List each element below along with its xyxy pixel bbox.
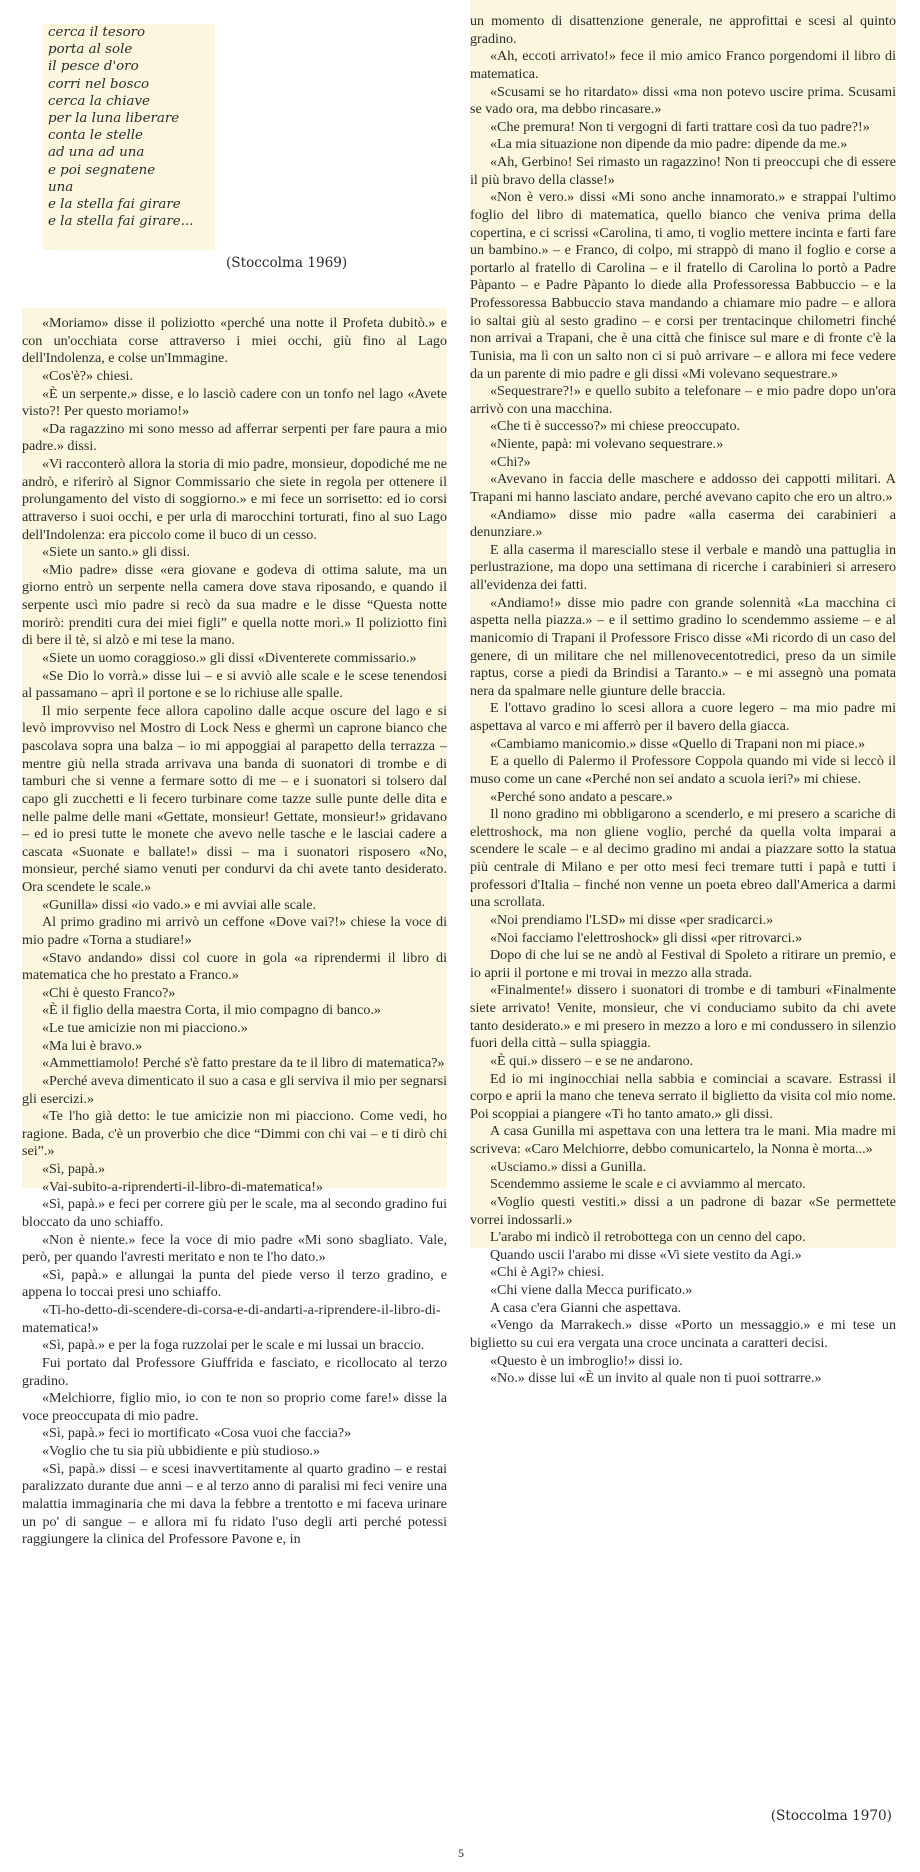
- paragraph: «Se Dio lo vorrà.» disse lui – e si avviò alle scale e le scese tenendosi al passamano – aprì il portone e se lo richiuse alle spalle.: [22, 667, 447, 702]
- paragraph: «Noi facciamo l'elettroshock» gli dissi «per ritrovarci.»: [490, 929, 803, 946]
- poem-line: e poi segnatene: [48, 162, 156, 178]
- paragraph: «Ma lui è bravo.»: [42, 1037, 143, 1054]
- paragraph: «Non è niente.» fece la voce di mio padre «Mi sono sbagliato. Vale, però, per quando l'avresti meritato e non te l'ho dato.»: [22, 1231, 447, 1266]
- poem-line: il pesce d'oro: [48, 59, 139, 75]
- left-column: [22, 0, 447, 1872]
- paragraph: «Sì, papà.» e per la foga ruzzolai per le scale e mi lussai un braccio.: [42, 1337, 425, 1354]
- paragraph: E l'ottavo gradino lo scesi allora a cuore legero – ma mio padre mi aspettava al varco e mi afferrò per il bavero della giacca.: [470, 700, 896, 734]
- paragraph: E a quello di Palermo il Professore Coppola quando mi vide si leccò il muso come un cane «Perché non sei andato a scuola ieri?» mi chiese.: [470, 753, 896, 787]
- paragraph: «Niente, papà: mi volevano sequestrare.»: [490, 436, 724, 452]
- paragraph: Quando uscii l'arabo mi disse «Vi siete vestito da Agi.»: [490, 1246, 802, 1263]
- paragraph: «Cos'è?» chiesi.: [42, 367, 133, 384]
- paragraph: «Sì, papà.» e feci per correre giù per le scale, ma al secondo gradino fui bloccato da uno schiaffo.: [22, 1196, 447, 1230]
- paragraph: «Non è vero.» dissi «Mi sono anche innamorato.» e strappai l'ultimo foglio del libro di matematica, quello bianco che veniva prima della copertina, e ci scrissi «Carolina, ti amo, ti voglio mettere incinta e farti fare un bambino.» – e Franco, di colpo, mi strappò di mano il foglio e corse a portarlo al fratello di Carolina – e il fratello di Carolina lo portò a Padre Pàpanto – e Padre Pàpanto lo diede alla Professoressa Babbuccio – e la Professoressa Babbuccio stava mandando a chiamare mio padre – e allora io saltai giù al sesto gradino – e corsi per trentacinque chilometri finché non arrivai a Trapani, che è una città che finisce sul mare e di fronte c'è la Tunisia, ma lì con un salto non ci si può arrivare – e allora mi fece vedere da un parente di mio padre e gli dissi «Mi volevano sequestrare.»: [470, 189, 896, 382]
- paragraph: «Andiamo!» disse mio padre con grande solennità «La macchina ci aspetta nella piazza.» – e il settimo gradino lo scendemmo assieme – e al manicomio di Trapani il Professore Frisco disse «Mi ricordo di un caso del genere, di un militare che nel millenovecentotredici, preso da un simile raptus, corse a piedi da Brindisi a Taranto.» – e mi assegnò una pomata nera da spalmare nelle giunture delle braccia.: [470, 594, 896, 699]
- paragraph: «Perché sono andato a pescare.»: [490, 788, 673, 805]
- paragraph: «Moriamo» disse il poliziotto «perché una notte il Profeta dubitò.» e con un'occhiata corse attraverso i miei occhi, giù fino al Lago dell'Indolenza, e colse un'Immagine.: [22, 315, 447, 367]
- paragraph: «Sì, papà.» feci io mortificato «Cosa vuoi che faccia?»: [42, 1425, 352, 1442]
- paragraph: A casa Gunilla mi aspettava con una lettera tra le mani. Mia madre mi scriveva: «Caro Melchiorre, debbo comunicartelo, la Nonna è morta...»: [470, 1123, 896, 1157]
- poem-line: cerca il tesoro: [48, 25, 146, 40]
- paragraph: «Chi viene dalla Mecca purificato.»: [490, 1282, 693, 1298]
- paragraph: «Vengo da Marrakech.» disse «Porto un messaggio.» e mi tese un biglietto su cui era vergata una croce uncinata a caratteri decisi.: [470, 1317, 896, 1351]
- paragraph: «Che ti è successo?» mi chiese preoccupato.: [490, 418, 741, 435]
- paragraph: «Siete un santo.» gli dissi.: [42, 544, 190, 561]
- poem-line: per la luna liberare: [48, 111, 180, 127]
- paragraph: «Finalmente!» dissero i suonatori di trombe e di tamburi «Finalmente siete arrivato! Venite, monsieur, che vi conduciamo subito da chi avete tanto desiderato.» e mi presero in mezzo a loro e mi condussero in silenzio fuori della città – sulla spiaggia.: [470, 982, 896, 1052]
- paragraph: «Che premura! Non ti vergogni di farti trattare così da tuo padre?!»: [490, 118, 870, 135]
- paragraph: «Perché aveva dimenticato il suo a casa e gli serviva il mio per segnarsi gli esercizi.»: [22, 1072, 447, 1107]
- paragraph: «Ammettiamolo! Perché s'è fatto prestare da te il libro di matematica?»: [42, 1055, 445, 1072]
- paragraph: «Sì, papà.» dissi – e scesi inavvertitamente al quarto gradino – e restai paralizzato durante due anni – e al terzo anno di paralisi mi feci venire una malattia immaginaria che mi dava la febbre a trentotto e mi faceva urinare un po' di sangue – e allora mi fu ridato l'uso degli arti perché potessi raggiungere la clinica del Professore Pavone e, in: [22, 1460, 447, 1548]
- page-number: 5: [458, 1846, 464, 1860]
- paragraph: Dopo di che lui se ne andò al Festival di Spoleto a ritirare un premio, e io aprii il portone e mi trovai in mezzo alla strada.: [470, 947, 896, 981]
- paragraph: «Te l'ho già detto: le tue amicizie non mi piacciono. Come vedi, ho ragione. Bada, c'è un proverbio che dice “Dimmi con chi vai – e ti dirò chi sei”.»: [22, 1108, 447, 1160]
- end-caption: (Stoccolma 1970): [770, 1808, 892, 1824]
- paragraph: «Stavo andando» dissi col cuore in gola «a riprendermi il libro di matematica che ho prestato a Franco.»: [22, 949, 447, 984]
- paragraph: «Chi è Agi?» chiesi.: [490, 1264, 605, 1281]
- paragraph: Ed io mi inginocchiai nella sabbia e cominciai a scavare. Estrassi il corpo e aprii la mano che teneva serrato il biglietto da visita col mio nome. Poi scoppiai a piangere «Ti ho tanto amato.» gli dissi.: [470, 1070, 896, 1122]
- paragraph: «La mia situazione non dipende da mio padre: dipende da me.»: [490, 136, 848, 153]
- poem-line: e la stella fai girare: [48, 197, 181, 213]
- paragraph: «Questo è un imbroglio!» dissi io.: [490, 1352, 683, 1369]
- poem-line: e la stella fai girare...: [48, 214, 194, 230]
- paragraph: «Voglio questi vestiti.» dissi a un padrone di bazar «Se permettete vorrei indossarli.»: [470, 1193, 896, 1228]
- paragraph: «Avevano in faccia delle maschere e addosso dei cappotti militari. A Trapani mi hanno lasciato andare, perché avevano capito che ero un altro.»: [470, 471, 896, 505]
- paragraph: «No.» disse lui «È un invito al quale non ti puoi sottrarre.»: [490, 1370, 822, 1387]
- paragraph: «Gunilla» dissi «io vado.» e mi avviai alle scale.: [42, 896, 316, 913]
- paragraph: «Noi prendiamo l'LSD» mi disse «per sradicarci.»: [490, 911, 774, 928]
- paragraph: «Usciamo.» dissi a Gunilla.: [490, 1158, 647, 1175]
- paragraph: «Le tue amicizie non mi piacciono.»: [42, 1020, 248, 1036]
- paragraph: «Ti-ho-detto-di-scendere-di-corsa-e-di-andarti-a-riprendere-il-libro-di-matematica!»: [22, 1302, 441, 1336]
- paragraph: Al primo gradino mi arrivò un ceffone «Dove vai?!» chiese la voce di mio padre «Torna a studiare!»: [22, 914, 447, 948]
- paragraph: «Sì, papà.» e allungai la punta del piede verso il terzo gradino, e appena lo toccai presi uno schiaffo.: [22, 1266, 447, 1301]
- paragraph: «Vi racconterò allora la storia di mio padre, monsieur, dopodiché me ne andrò, e riferirò al Signor Commissario che siete in regola per ottenere il prolungamento del visto di soggiorno.» e mi fece un sorrisetto: ed io corsi attraverso i suoi occhi, e per urla di marocchini torturati, fino al suo Lago dell'Indolenza: era piccolo come il buco di un cesso.: [22, 456, 447, 543]
- paragraph: A casa c'era Gianni che aspettava.: [490, 1299, 682, 1316]
- paragraph: «È un serpente.» disse, e lo lasciò cadere con un tonfo nel lago «Avete visto?! Per questo moriamo!»: [22, 385, 447, 420]
- paragraph: «Chi è questo Franco?»: [42, 984, 176, 1001]
- right-column: [470, 0, 896, 1872]
- paragraph: «È il figlio della maestra Corta, il mio compagno di banco.»: [42, 1002, 381, 1019]
- paragraph: «Vai-subito-a-riprenderti-il-libro-di-matematica!»: [42, 1178, 323, 1195]
- paragraph: «Da ragazzino mi sono messo ad afferrar serpenti per fare paura a mio padre.» dissi.: [22, 420, 447, 455]
- left-column-text: [22, 315, 447, 1549]
- paragraph: «Ah, eccoti arrivato!» fece il mio amico Franco porgendomi il libro di matematica.: [470, 48, 896, 82]
- paragraph: «Melchiorre, figlio mio, io con te non so proprio come fare!» disse la voce preoccupata di mio padre.: [22, 1390, 447, 1424]
- paragraph: Scendemmo assieme le scale e ci avviammo al mercato.: [490, 1176, 806, 1193]
- poem-caption: (Stoccolma 1969): [226, 255, 348, 271]
- paragraph: «Mio padre» disse «era giovane e godeva di ottima salute, ma un giorno entrò un serpente nella camera dove stava riposando, e quando il serpente uscì mio padre si recò da sua madre e le disse “Questa notte morirò: prenditi cura dei miei figli” e quella notte morì.» Il poliziotto finì di bere il tè, si alzò e mi tese la mano.: [22, 561, 447, 649]
- poem-line: conta le stelle: [48, 128, 143, 144]
- poem-line: cerca la chiave: [48, 93, 150, 109]
- poem-line: corri nel bosco: [48, 76, 150, 92]
- paragraph: un momento di disattenzione generale, ne approfittai e scesi al quinto gradino.: [470, 13, 896, 47]
- poem-line: una: [48, 179, 74, 195]
- paragraph: E alla caserma il maresciallo stese il verbale e mandò una pattuglia in perlustrazione, ma dopo una settimana di ricerche i carabinieri si arresero all'evidenza dei fatti.: [470, 541, 896, 593]
- paragraph: Fui portato dal Professore Giuffrida e fasciato, e ricollocato al terzo gradino.: [22, 1354, 447, 1389]
- paragraph: «Scusami se ho ritardato» dissi «ma non potevo uscire prima. Scusami se vado ora, ma debbo rincasare.»: [470, 83, 896, 118]
- paragraph: «Chi?»: [490, 453, 531, 470]
- paragraph: «Andiamo» disse mio padre «alla caserma dei carabinieri a denunziare.»: [470, 506, 896, 541]
- paragraph: «Voglio che tu sia più ubbidiente e più studioso.»: [42, 1443, 321, 1459]
- right-column-text: [470, 13, 896, 1388]
- paragraph: L'arabo mi indicò il retrobottega con un cenno del capo.: [490, 1229, 806, 1246]
- poem-line: ad una ad una: [48, 145, 145, 161]
- paragraph: «Siete un uomo coraggioso.» gli dissi «Diventerete commissario.»: [42, 649, 417, 666]
- paragraph: «Sì, papà.»: [42, 1161, 106, 1177]
- poem-line: porta al sole: [48, 42, 133, 58]
- paragraph: «Ah, Gerbino! Sei rimasto un ragazzino! Non ti preoccupi che di essere il più bravo della classe!»: [470, 154, 896, 188]
- paragraph: Il mio serpente fece allora capolino dalle acque oscure del lago e si levò improvviso nel Mostro di Lock Ness e ghermì un caprone bianco che pascolava sopra una balza – io mi appoggiai al parapetto della terrazza – mentre giù nella strada arrivava una banda di suonatori di trombe e di tamburi che si venne a fermare sotto di me – e i suonatori si tolsero dal capo gli zucchetti e li fecero turbinare come tazze sulle punte delle dita e nelle palme delle mani «Gettate, monsieur! Gettate, monsieur!» gridavano – ed io presi tutte le monete che avevo nelle tasche e le lasciai cadere a cascata «Suonate e ballate!» dissi – ma i suonatori risposero «No, monsieur, perché siamo venuti per condurvi da chi avete tanto desiderato. Ora scendete le scale.»: [22, 702, 447, 895]
- paragraph: Il nono gradino mi obbligarono a scenderlo, e mi presero a scariche di elettroshock, ma non gliene voglio, perché da quella volta imparai a scendere le scale – e al decimo gradino mi andai a piazzare sotto la statua più centrale di Milano e per otto mesi feci tremare tutti i papà e tutti i professori d'Italia – finché non venne un poeta ebreo dall'America a darmi una scrollata.: [470, 806, 896, 911]
- paragraph: «Sequestrare?!» e quello subito a telefonare – e mio padre dopo un'ora arrivò con una macchina.: [470, 383, 896, 417]
- paragraph: «Cambiamo manicomio.» disse «Quello di Trapani non mi piace.»: [490, 735, 866, 752]
- paragraph: «È qui.» dissero – e se ne andarono.: [490, 1052, 694, 1069]
